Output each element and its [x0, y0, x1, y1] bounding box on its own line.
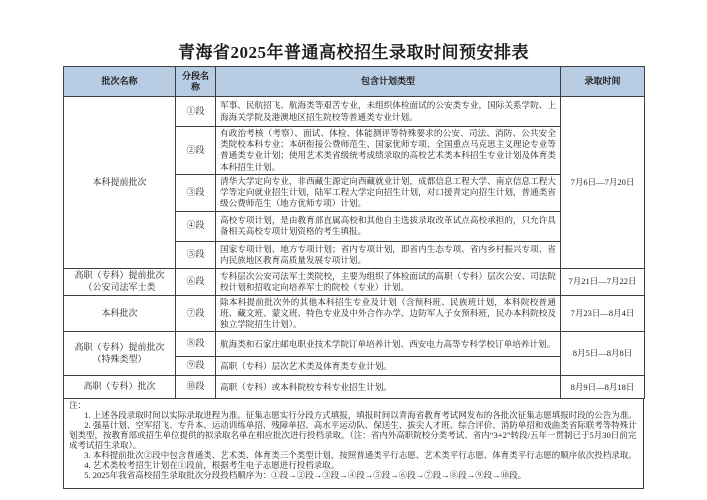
notes-list: [69, 410, 638, 480]
segment-name-cell: ①段: [176, 97, 216, 127]
batch-name-cell: 高职（专科）提前批次（公安司法军士类: [64, 268, 176, 295]
plan-type-cell: 航海类和石家庄邮电职业技术学院订单培养计划、西安电力高等专科学校订单培养计划。: [216, 332, 561, 357]
plan-type-cell: 除本科提前批次外的其他本科招生专业及计划（含预科班、民族班计划，本科院校普通班、藏文班、蒙文班、特色专业及中外合作办学、边防军人子女预科班，民办本科院校及独立学院招生计划）。: [216, 295, 561, 332]
admission-time-cell: 7月23日—8月4日: [561, 295, 645, 332]
batch-name-cell: 本科提前批次: [64, 97, 176, 269]
plan-type-cell: 国家专项计划、地方专项计划；省内专项计划，即省内生态专项、省内乡村振兴专项、省内民族地区教育高质量发展专项计划。: [216, 241, 561, 268]
batch-name-cell: 本科批次: [64, 295, 176, 332]
notes-label: 注：: [69, 400, 87, 411]
note-item: 2. 强基计划、空军招飞、专升本、运动训练单招、残障单招、高水平运动队、保送生、拔尖人才班、综合评价、消防单招和戏曲类省际联考等特殊计划类型，按教育部或招生单位提供的拟录取名单在相应批次进行投档录取。（注：省内外高职院校分类考试、省内“3+2”转段/五年一贯制已于5月30日前完成考试招生录取）。: [69, 420, 637, 451]
segment-name-cell: ③段: [176, 174, 216, 211]
plan-type-cell: 高职（专科）或本科院校专科专业招生计划。: [216, 376, 561, 399]
page-title: 青海省2025年普通高校招生录取时间预安排表: [178, 43, 529, 62]
segment-name-cell: ⑧段: [176, 332, 216, 357]
segment-name-cell: ⑦段: [176, 295, 216, 332]
segment-name-cell: ⑥段: [176, 268, 216, 295]
admission-time-cell: 8月9日—8月18日: [561, 376, 645, 399]
note-item: 1. 上述各段录取时间以实际录取进程为准。征集志愿实行分段方式填报，填报时间以青海省教育考试网发布的各批次征集志愿填报时段的公告为准。: [84, 410, 637, 421]
table-header-row: [64, 67, 645, 97]
segment-name-cell: ⑤段: [176, 241, 216, 268]
schedule-document: [63, 66, 644, 489]
plan-type-cell: 军事、民航招飞、航海类等艰苦专业，未组织体检面试的公安类专业，国际关系学院、上海海关学院及港澳地区招生院校等普通类专业计划。: [216, 97, 561, 127]
table-row: [64, 97, 645, 127]
schedule-table-body: [64, 97, 645, 399]
segment-name-cell: ⑨段: [176, 357, 216, 376]
batch-name-cell: 高职（专科）提前批次（特殊类型）: [64, 332, 176, 376]
table-row: [64, 376, 645, 399]
plan-type-cell: 高校专项计划，是由教育部直属高校和其他自主选拔录取改革试点高校承担的，只允许具备相关高校专项计划资格的考生填报。: [216, 211, 561, 241]
segment-name-cell: ②段: [176, 127, 216, 175]
note-item: 5. 2025年我省高校招生录取批次分段投档顺序为：①段→②段→③段→④段→⑤段→⑥段→⑦段→⑧段→⑨段→⑩段。: [84, 470, 527, 481]
admission-time-cell: 7月21日—7月22日: [561, 268, 645, 295]
col-header-time: 录取时间: [561, 67, 645, 97]
batch-name-cell: 高职（专科）批次: [64, 376, 176, 399]
plan-type-cell: 有政治考核（考察）、面试、体检、体能测评等特殊要求的公安、司法、消防、公共安全类院校本科专业；本研衔接公费师范生、国家优师专项、全国重点马克思主义理论专业等普通类专业计划；使用艺术类省级统考成绩录取的高校艺术类本科招生专业计划及体育类本科招生计划。: [216, 127, 561, 175]
admission-schedule-table: [63, 66, 645, 399]
note-item: 3. 本科提前批次②段中包含普通类、艺术类、体育类三个类型计划，按照普通类平行志愿、艺术类平行志愿、体育类平行志愿的顺序依次投档录取。: [84, 450, 637, 461]
notes: [63, 398, 644, 489]
col-header-batch: 批次名称: [64, 67, 176, 97]
table-row: [64, 332, 645, 357]
table-row: [64, 268, 645, 295]
plan-type-cell: 高职（专科）层次艺术类及体育类专业计划。: [216, 357, 561, 376]
admission-time-cell: 7月6日—7月20日: [561, 97, 645, 269]
col-header-plan: 包含计划类型: [216, 67, 561, 97]
segment-name-cell: ④段: [176, 211, 216, 241]
note-item: 4. 艺术类校考招生计划在①段前，根据考生电子志愿进行投档录取。: [84, 460, 340, 471]
segment-name-cell: ⑩段: [176, 376, 216, 399]
plan-type-cell: 专科层次公安司法军士类院校，主要为组织了体检面试的高职（专科）层次公安、司法院校计划和招收定向培养军士的院校（专业）计划。: [216, 268, 561, 295]
col-header-segment: 分段名称: [176, 67, 216, 97]
table-row: [64, 295, 645, 332]
admission-time-cell: 8月5日—8月8日: [561, 332, 645, 376]
plan-type-cell: 清华大学定向专业，非西藏生源定向西藏就业计划，成都信息工程大学、南京信息工程大学等定向就业招生计划，陆军工程大学定向招生计划，对口援青定向招生计划，普通类省级公费师范生（地方优师专项）计划。: [216, 174, 561, 211]
